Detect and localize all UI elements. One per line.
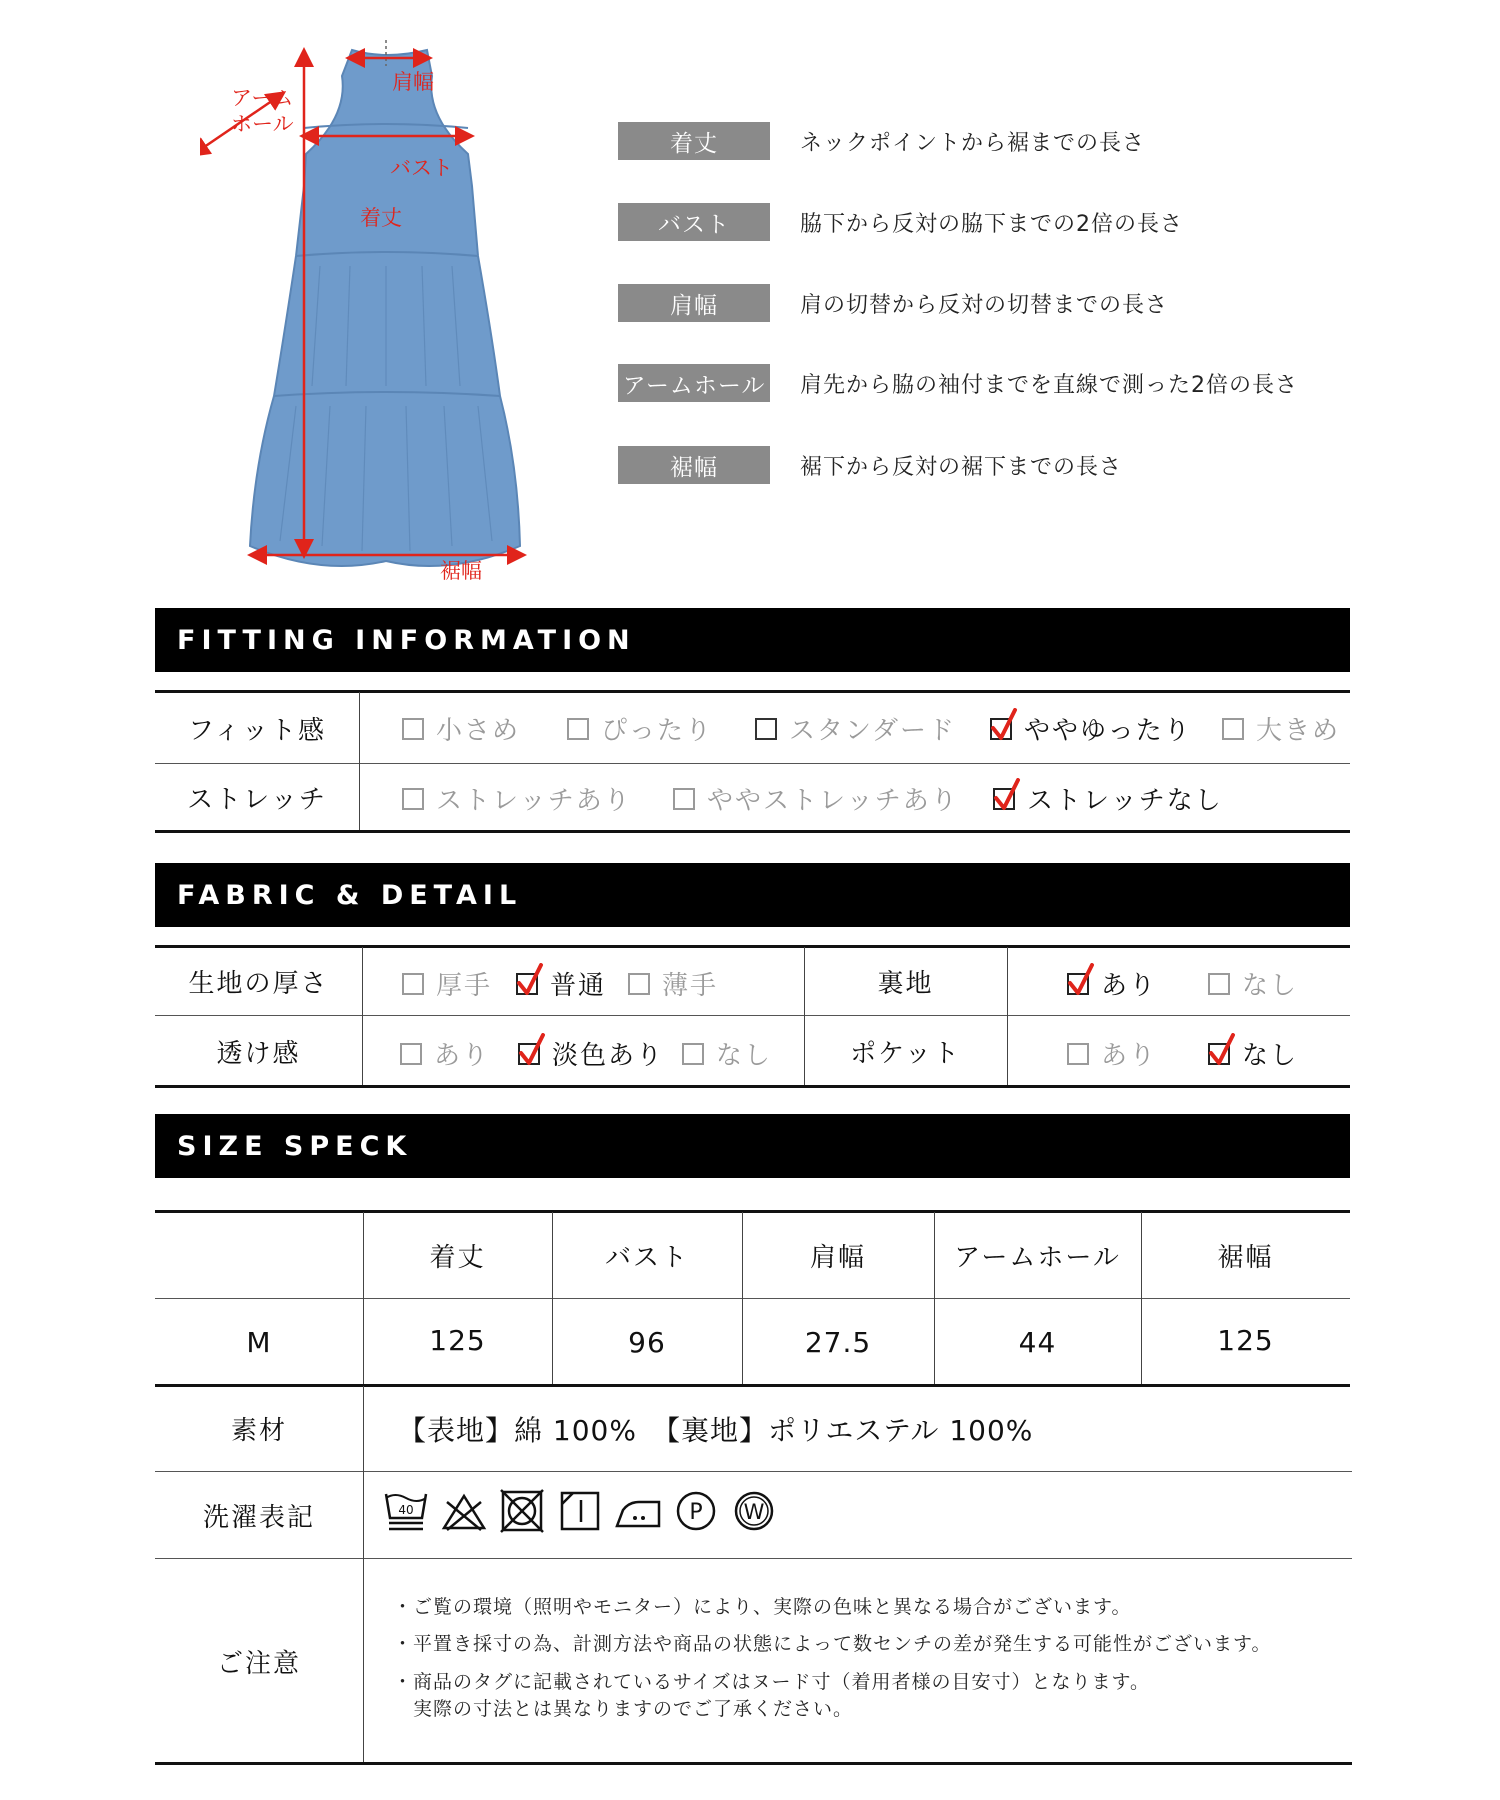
pocket-option-yes[interactable]: あり — [1067, 1035, 1157, 1072]
size-col-header: バスト — [604, 1243, 689, 1273]
fit-option-large[interactable]: 大きめ — [1222, 710, 1340, 747]
iron-low-icon — [615, 1488, 661, 1534]
legend-row-susohaba — [618, 446, 1122, 484]
lining-option-no[interactable]: なし — [1208, 965, 1298, 1002]
checkbox-icon[interactable] — [402, 973, 424, 995]
legend-row-armhole — [618, 364, 1298, 402]
fit-option-standard[interactable]: スタンダード — [755, 710, 956, 747]
pocket-label: ポケット — [850, 1038, 961, 1069]
size-col-header: 肩幅 — [809, 1243, 866, 1273]
divider — [155, 763, 1350, 764]
checked-checkbox-icon[interactable] — [990, 718, 1012, 740]
legend-tag: バスト — [618, 203, 770, 241]
checked-checkbox-icon[interactable] — [1067, 973, 1089, 995]
size-row-label: M — [246, 1325, 272, 1359]
legend-desc: 裾下から反対の裾下までの長さ — [800, 454, 1123, 480]
size-col-header: アームホール — [954, 1243, 1121, 1273]
note-line: 実際の寸法とは異なりますのでご了承ください。 — [393, 1698, 854, 1720]
care-symbols — [383, 1488, 777, 1534]
checkbox-icon[interactable] — [755, 718, 777, 740]
divider — [155, 1471, 1352, 1472]
checkbox-icon[interactable] — [673, 788, 695, 810]
divider — [363, 1386, 364, 1762]
svg-text:W: W — [743, 1500, 765, 1524]
stretch-option-yes[interactable]: ストレッチあり — [402, 780, 632, 817]
checkbox-icon[interactable] — [402, 718, 424, 740]
garment-diagram — [200, 36, 560, 596]
size-value: 44 — [1018, 1325, 1057, 1359]
sheer-option-light-colors[interactable]: 淡色あり — [518, 1035, 664, 1072]
legend-tag: 裾幅 — [618, 446, 770, 484]
divider — [362, 947, 363, 1085]
fabric-detail-header: FABRIC & DETAIL — [155, 863, 1350, 927]
legend-tag: 肩幅 — [618, 284, 770, 322]
thickness-option-thick[interactable]: 厚手 — [402, 965, 492, 1002]
material-value: 【表地】綿 100% 【裏地】ポリエステル 100% — [398, 1413, 1034, 1447]
thickness-option-normal[interactable]: 普通 — [516, 965, 606, 1002]
size-value: 125 — [429, 1323, 486, 1357]
no-bleach-icon — [441, 1488, 487, 1534]
legend-tag: アームホール — [618, 364, 770, 402]
legend-desc: 肩の切替から反対の切替までの長さ — [800, 292, 1169, 318]
divider — [155, 1558, 1352, 1559]
sheer-option-yes[interactable]: あり — [400, 1035, 490, 1072]
checkbox-icon[interactable] — [1208, 973, 1230, 995]
notes-label: ご注意 — [216, 1648, 301, 1679]
checked-checkbox-icon[interactable] — [1208, 1043, 1230, 1065]
diagram-label-katahaba: 肩幅 — [392, 70, 434, 94]
size-col-header: 裾幅 — [1217, 1243, 1274, 1273]
fit-option-small[interactable]: 小さめ — [402, 710, 520, 747]
stretch-label: ストレッチ — [187, 785, 327, 815]
note-line: ・平置き採寸の為、計測方法や商品の状態によって数センチの差が発生する可能性がございます。 — [393, 1633, 1272, 1655]
thickness-option-thin[interactable]: 薄手 — [628, 965, 718, 1002]
size-speck-header: SIZE SPECK — [155, 1114, 1350, 1178]
checkbox-icon[interactable] — [400, 1043, 422, 1065]
divider — [359, 692, 360, 830]
checkbox-icon[interactable] — [682, 1043, 704, 1065]
size-col-header: 着丈 — [429, 1243, 486, 1273]
divider — [155, 830, 1350, 833]
size-value: 27.5 — [804, 1325, 872, 1359]
legend-row-katahaba — [618, 284, 1168, 322]
legend-desc: 肩先から脇の袖付までを直線で測った2倍の長さ — [800, 372, 1298, 398]
checkbox-icon[interactable] — [628, 973, 650, 995]
no-tumble-dry-icon — [499, 1488, 545, 1534]
stretch-option-none[interactable]: ストレッチなし — [993, 780, 1223, 817]
note-line: ・商品のタグに記載されているサイズはヌード寸（着用者様の目安寸）となります。 — [393, 1671, 1150, 1693]
wet-clean-w-icon — [731, 1488, 777, 1534]
diagram-label-kitake: 着丈 — [360, 206, 402, 230]
checkbox-icon[interactable] — [1067, 1043, 1089, 1065]
svg-text:40: 40 — [398, 1503, 414, 1517]
washtub-40-icon — [383, 1488, 429, 1534]
thickness-label: 生地の厚さ — [188, 969, 329, 999]
fit-option-slightly-loose[interactable]: ややゆったり — [990, 710, 1192, 747]
note-line: ・ご覧の環境（照明やモニター）により、実際の色味と異なる場合がございます。 — [393, 1596, 1132, 1618]
size-value: 96 — [628, 1325, 666, 1359]
checked-checkbox-icon[interactable] — [518, 1043, 540, 1065]
checkbox-icon[interactable] — [567, 718, 589, 740]
size-value: 125 — [1217, 1323, 1274, 1357]
legend-desc: 脇下から反対の脇下までの2倍の長さ — [800, 211, 1183, 237]
checkbox-icon[interactable] — [402, 788, 424, 810]
checkbox-icon[interactable] — [1222, 718, 1244, 740]
divider — [155, 1015, 1350, 1016]
material-label: 素材 — [230, 1416, 287, 1446]
svg-text:P: P — [689, 1500, 703, 1525]
sheer-label: 透け感 — [216, 1038, 301, 1069]
divider — [155, 1085, 1350, 1088]
fit-label: フィット感 — [188, 715, 326, 746]
checked-checkbox-icon[interactable] — [993, 788, 1015, 810]
lining-option-yes[interactable]: あり — [1067, 965, 1157, 1002]
diagram-label-armhole-1: アーム — [231, 86, 294, 110]
divider — [155, 1762, 1352, 1765]
fitting-information-header: FITTING INFORMATION — [155, 608, 1350, 672]
sheer-option-none[interactable]: なし — [682, 1035, 772, 1072]
lining-label: 裏地 — [877, 969, 934, 999]
line-dry-icon — [557, 1488, 603, 1534]
diagram-label-armhole-2: ホール — [231, 112, 294, 136]
pocket-option-no[interactable]: なし — [1208, 1035, 1298, 1072]
dry-clean-p-icon — [673, 1488, 719, 1534]
divider — [1007, 947, 1008, 1085]
diagram-label-susohaba: 裾幅 — [440, 559, 482, 583]
diagram-label-bust: バスト — [390, 156, 453, 180]
stretch-option-slight[interactable]: ややストレッチあり — [673, 780, 959, 817]
fit-option-just[interactable]: ぴったり — [567, 710, 713, 747]
checked-checkbox-icon[interactable] — [516, 973, 538, 995]
legend-desc: ネックポイントから裾までの長さ — [800, 130, 1146, 156]
legend-row-bust — [618, 203, 1183, 241]
legend-tag: 着丈 — [618, 122, 770, 160]
care-label: 洗濯表記 — [202, 1503, 315, 1533]
legend-row-kitake — [618, 122, 1145, 160]
